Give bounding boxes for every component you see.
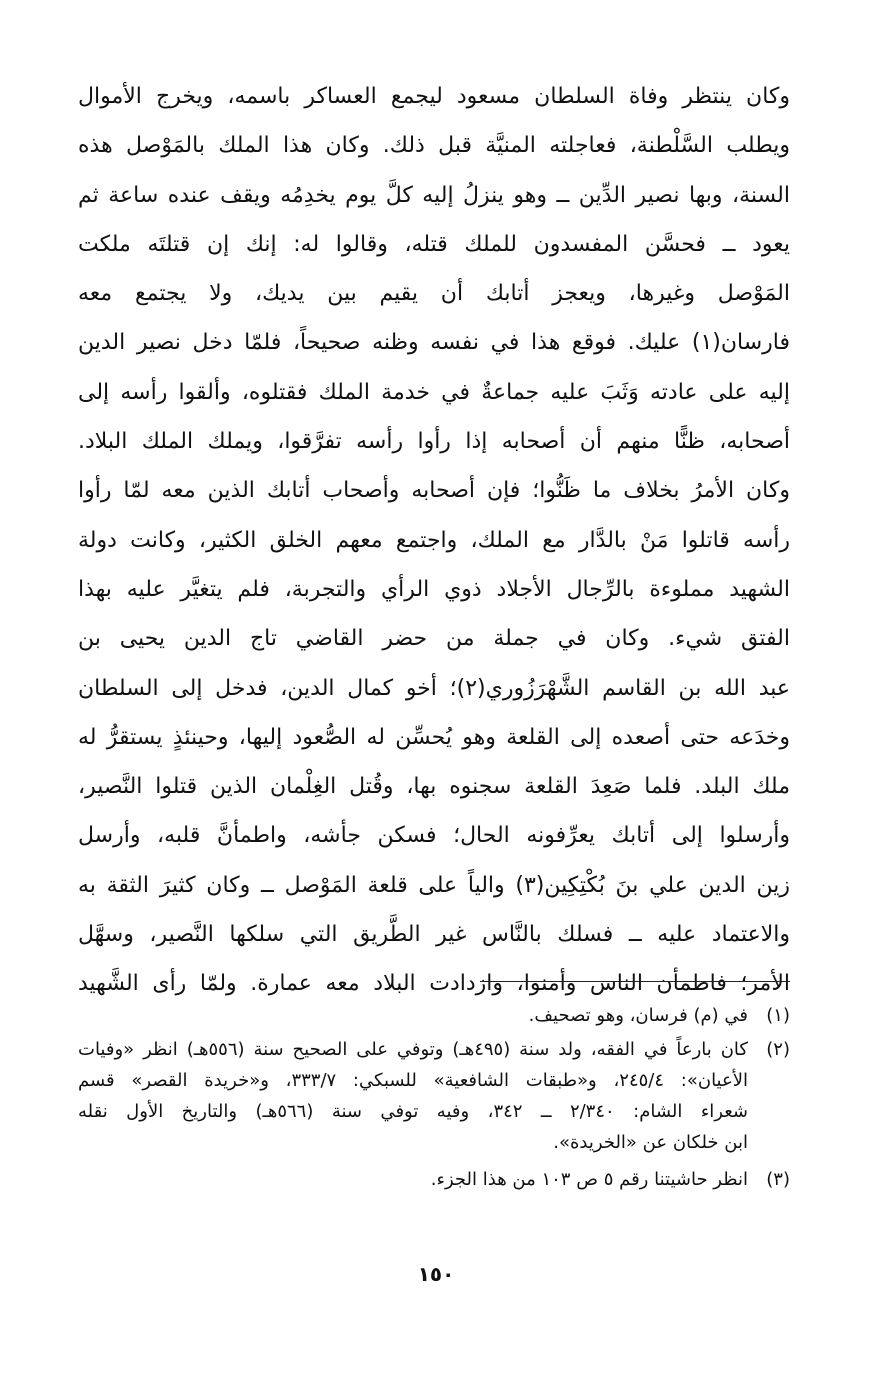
text-line: وأرسلوا إلى أتابك يعرِّفونه الحال؛ فسكن جأشه، واطمأنَّ قلبه، وأرسل [78, 823, 790, 849]
text-line: فارسان(١) عليك. فوقع هذا في نفسه وظنه صحيحاً، فلمّا دخل نصير الدين [78, 330, 790, 356]
footnote-line: شعراء الشام: ٢/٣٤٠ ــ ٣٤٢، وفيه توفي سنة (٥٦٦هـ) والتاريخ الأول نقله [78, 1101, 748, 1122]
text-line: رأسه قاتلوا مَنْ بالدَّار مع الملك، واجتمع معهم الخلق الكثير، وكانت دولة [78, 527, 790, 553]
footnote-1 [78, 1000, 790, 1031]
text-line: الفتق شيء. وكان في جملة من حضر القاضي تاج الدين يحيى بن [78, 626, 790, 652]
text-line: وخدَعه حتى أصعده إلى القلعة وهو يُحسِّن له الصُّعود إليها، وحينئذٍ يستقرُّ له [78, 724, 790, 750]
text-line: الأمر؛ فاطمأن الناس وأمنوا، وازدادت البلاد معه عمارة. ولمّا رأى الشَّهيد [78, 971, 790, 997]
text-line: عبد الله بن القاسم الشَّهْرَزُوري(٢)؛ أخو كمال الدين، فدخل إلى السلطان [78, 675, 790, 701]
footnote-line: كان بارعاً في الفقه، ولد سنة (٤٩٥هـ) وتوفي على الصحيح سنة (٥٥٦هـ) انظر «وفيات [78, 1039, 748, 1060]
main-text [78, 72, 790, 1009]
text-line: وكان ينتظر وفاة السلطان مسعود ليجمع العساكر باسمه، ويخرج الأموال [78, 84, 790, 109]
footnote-separator [480, 981, 790, 982]
text-line: إليه على عادته وَثَبَ عليه جماعةٌ في خدمة الملك فقتلوه، وألقوا رأسه إلى [78, 379, 790, 405]
text-line: ملك البلد. فلما صَعِدَ القلعة سجنوه بها، وقُتل الغِلْمان الذين قتلوا النَّصير، [78, 774, 790, 800]
text-line: الشهيد مملوءة بالرِّجال الأجلاد ذوي الرأي والتجربة، فلم يتغيَّر عليه بهذا [78, 576, 790, 602]
text-line: والاعتماد عليه ــ فسلك بالنَّاس غير الطَّريق التي سلكها النَّصير، وسهَّل [78, 922, 790, 948]
footnote-3 [78, 1164, 790, 1195]
footnote-number: (١) [766, 1005, 790, 1026]
text-line: المَوْصل وغيرها، ويعجز أتابك أن يقيم بين يديك، ولا يجتمع معه [78, 281, 790, 307]
text-line: السنة، وبها نصير الدِّين ــ وهو ينزلُ إليه كلَّ يوم يخدِمُه ويقف عنده ساعة ثم [78, 182, 790, 208]
page-number: ١٥٠ [417, 1262, 455, 1286]
text-line: زين الدين علي بنَ بُكْتِكِين(٣) والياً على قلعة المَوْصل ــ وكان كثيرَ الثقة به [78, 872, 790, 898]
footnote-line: في (م) فرسان، وهو تصحيف. [528, 1005, 748, 1026]
text-line: ويطلب السَّلْطنة، فعاجلته المنيَّة قبل ذلك. وكان هذا الملك بالمَوْصل هذه [78, 133, 790, 159]
footnote-line: ابن خلكان عن «الخريدة». [553, 1132, 748, 1153]
text-line: وكان الأمرُ بخلاف ما ظَنُّوا؛ فإن أصحابه وأصحاب أتابك الذين معه لمّا رأوا [78, 478, 790, 504]
footnote-number: (٢) [766, 1039, 790, 1060]
text-line: يعود ــ فحسَّن المفسدون للملك قتله، وقالوا له: إنك إن قتلتَه ملكت [78, 231, 790, 257]
footnotes [78, 1000, 790, 1195]
footnote-number: (٣) [766, 1169, 790, 1190]
footnote-line: الأعيان»: ٢٤٥/٤، و«طبقات الشافعية» للسبكي: ٣٣٣/٧، و«خريدة القصر» قسم [78, 1070, 748, 1091]
footnote-2 [78, 1034, 790, 1158]
text-line: أصحابه، ظنًّا منهم أن أصحابه إذا رأوا رأسه تفرَّقوا، ويملك الملك البلاد. [78, 429, 790, 455]
footnote-line: انظر حاشيتنا رقم ٥ ص ١٠٣ من هذا الجزء. [430, 1169, 748, 1190]
